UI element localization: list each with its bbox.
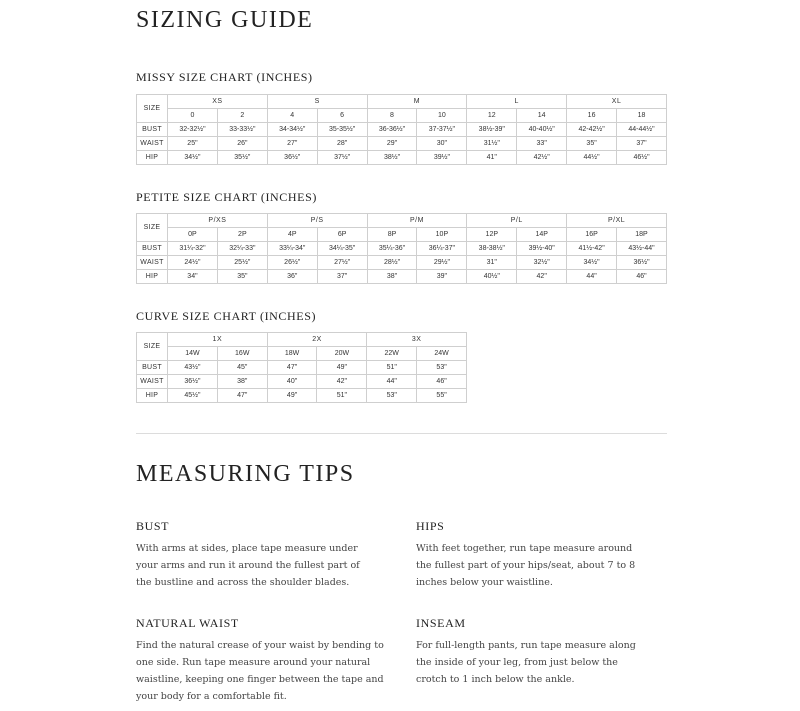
size-number: 16P — [567, 228, 617, 242]
size-number: 6 — [317, 109, 367, 123]
measurement-cell: 34-34½" — [267, 123, 317, 137]
size-group: P/XS — [168, 214, 268, 228]
measurement-cell: 42-42½" — [567, 123, 617, 137]
table-row — [137, 123, 667, 137]
size-group: XL — [567, 95, 667, 109]
size-group: L — [467, 95, 567, 109]
measurement-cell: 46" — [417, 375, 467, 389]
size-group: P/M — [367, 214, 467, 228]
measurement-cell: 25½" — [217, 256, 267, 270]
table-row — [137, 242, 667, 256]
measurement-cell: 39½-40" — [517, 242, 567, 256]
table-row — [137, 256, 667, 270]
measurement-cell: 34" — [168, 270, 218, 284]
measurement-label: BUST — [137, 242, 168, 256]
measurement-cell: 35" — [567, 137, 617, 151]
measurement-cell: 42" — [317, 375, 367, 389]
measurement-cell: 36-36½" — [367, 123, 417, 137]
measurement-label: BUST — [137, 123, 168, 137]
measurement-cell: 37-37½" — [417, 123, 467, 137]
size-number: 18 — [617, 109, 667, 123]
measurement-label: HIP — [137, 270, 168, 284]
size-group: XS — [168, 95, 268, 109]
measurement-cell: 45½" — [168, 389, 218, 403]
measurement-cell: 27½" — [317, 256, 367, 270]
measurement-cell: 34¼-35" — [317, 242, 367, 256]
size-number: 22W — [367, 347, 417, 361]
size-group: 1X — [168, 333, 268, 347]
measurement-cell: 47" — [267, 361, 317, 375]
measurement-cell: 53" — [417, 361, 467, 375]
measurement-cell: 27" — [267, 137, 317, 151]
table-row — [137, 389, 467, 403]
size-group: S — [267, 95, 367, 109]
measurement-cell: 29½" — [417, 256, 467, 270]
petite-chart-heading: PETITE SIZE CHART (INCHES) — [136, 190, 317, 204]
measurement-label: BUST — [137, 361, 168, 375]
measurement-cell: 31¼-32" — [168, 242, 218, 256]
size-number: 14 — [517, 109, 567, 123]
measurement-cell: 36¼-37" — [417, 242, 467, 256]
measurement-cell: 46½" — [617, 151, 667, 165]
measurement-label: WAIST — [137, 256, 168, 270]
measurement-cell: 37" — [617, 137, 667, 151]
size-number: 12 — [467, 109, 517, 123]
size-number: 0P — [168, 228, 218, 242]
measurement-cell: 33¼-34" — [267, 242, 317, 256]
measurement-cell: 40-40½" — [517, 123, 567, 137]
measurement-cell: 49" — [267, 389, 317, 403]
size-group: P/S — [267, 214, 367, 228]
curve-size-table — [136, 332, 467, 403]
measurement-cell: 38" — [367, 270, 417, 284]
waist-tip-title: NATURAL WAIST — [136, 616, 239, 630]
table-row — [137, 214, 667, 228]
measurement-cell: 34½" — [567, 256, 617, 270]
curve-chart-heading: CURVE SIZE CHART (INCHES) — [136, 309, 317, 323]
size-group: 3X — [367, 333, 467, 347]
size-group: P/XL — [567, 214, 667, 228]
measurement-cell: 36" — [267, 270, 317, 284]
inseam-tip-title: INSEAM — [416, 616, 466, 630]
measurement-cell: 25" — [168, 137, 218, 151]
table-row — [137, 95, 667, 109]
measurement-cell: 31" — [467, 256, 517, 270]
size-number: 10 — [417, 109, 467, 123]
measurement-cell: 44" — [567, 270, 617, 284]
table-row — [137, 151, 667, 165]
table-row — [137, 228, 667, 242]
size-group: 2X — [267, 333, 367, 347]
measurement-cell: 43½-44" — [617, 242, 667, 256]
measurement-cell: 44" — [367, 375, 417, 389]
measurement-cell: 37" — [317, 270, 367, 284]
table-row — [137, 137, 667, 151]
measurement-cell: 32¼-33" — [217, 242, 267, 256]
measurement-cell: 28" — [317, 137, 367, 151]
table-row — [137, 347, 467, 361]
size-number: 6P — [317, 228, 367, 242]
measurement-cell: 35-35½" — [317, 123, 367, 137]
size-number: 18W — [267, 347, 317, 361]
missy-chart-heading: MISSY SIZE CHART (INCHES) — [136, 70, 313, 84]
measurement-cell: 41" — [467, 151, 517, 165]
measurement-cell: 32½" — [517, 256, 567, 270]
measurement-cell: 45" — [217, 361, 267, 375]
measurement-cell: 28½" — [367, 256, 417, 270]
measurement-label: HIP — [137, 151, 168, 165]
measurement-cell: 44½" — [567, 151, 617, 165]
measurement-cell: 49" — [317, 361, 367, 375]
measurement-cell: 34½" — [168, 151, 218, 165]
measurement-cell: 39½" — [417, 151, 467, 165]
measurement-cell: 42½" — [517, 151, 567, 165]
size-number: 4 — [267, 109, 317, 123]
measurement-cell: 33" — [517, 137, 567, 151]
measurement-cell: 32-32½" — [168, 123, 218, 137]
table-row — [137, 361, 467, 375]
measurement-cell: 43½" — [168, 361, 218, 375]
bust-tip-text: With arms at sides, place tape measure under your arms and run it around the fullest part of the bustline and across the shoulder blades. — [136, 543, 360, 588]
measurement-cell: 38-38½" — [467, 242, 517, 256]
size-number: 12P — [467, 228, 517, 242]
size-number: 8 — [367, 109, 417, 123]
hips-tip-title: HIPS — [416, 519, 445, 533]
measurement-cell: 51" — [317, 389, 367, 403]
measurement-cell: 26½" — [267, 256, 317, 270]
size-number: 8P — [367, 228, 417, 242]
size-number: 10P — [417, 228, 467, 242]
measurement-cell: 29" — [367, 137, 417, 151]
measurement-cell: 38½" — [367, 151, 417, 165]
measurement-cell: 36½" — [617, 256, 667, 270]
measurement-cell: 30" — [417, 137, 467, 151]
measurement-cell: 35½" — [217, 151, 267, 165]
measurement-cell: 47" — [217, 389, 267, 403]
bust-tip-title: BUST — [136, 519, 170, 533]
size-number: 0 — [168, 109, 218, 123]
size-number: 4P — [267, 228, 317, 242]
size-number: 20W — [317, 347, 367, 361]
table-row — [137, 375, 467, 389]
size-number: 18P — [617, 228, 667, 242]
size-number: 2P — [217, 228, 267, 242]
hips-tip-text: With feet together, run tape measure around the fullest part of your hips/seat, about 7 to 8 inches below your waistline. — [416, 543, 636, 588]
size-number: 14P — [517, 228, 567, 242]
measurement-cell: 55" — [417, 389, 467, 403]
measurement-label: WAIST — [137, 375, 168, 389]
measurement-label: HIP — [137, 389, 168, 403]
table-row — [137, 333, 467, 347]
petite-size-table — [136, 213, 667, 284]
measurement-cell: 46" — [617, 270, 667, 284]
size-header: SIZE — [137, 95, 168, 123]
size-header: SIZE — [137, 214, 168, 242]
measurement-cell: 41½-42" — [567, 242, 617, 256]
measurement-label: WAIST — [137, 137, 168, 151]
measurement-cell: 39" — [417, 270, 467, 284]
measurement-cell: 51" — [367, 361, 417, 375]
section-divider — [136, 433, 667, 434]
measuring-tips-title: MEASURING TIPS — [136, 461, 355, 487]
size-number: 16W — [217, 347, 267, 361]
size-group: P/L — [467, 214, 567, 228]
size-number: 16 — [567, 109, 617, 123]
measurement-cell: 33-33½" — [217, 123, 267, 137]
measurement-cell: 40" — [267, 375, 317, 389]
size-number: 14W — [168, 347, 218, 361]
measurement-cell: 53" — [367, 389, 417, 403]
measurement-cell: 38" — [217, 375, 267, 389]
size-header: SIZE — [137, 333, 168, 361]
waist-tip-text: Find the natural crease of your waist by bending to one side. Run tape measure around your natural waistline, keeping one finger between the tape and your body for a comfortable fit. — [136, 640, 384, 702]
measurement-cell: 38½-39" — [467, 123, 517, 137]
measurement-cell: 35¼-36" — [367, 242, 417, 256]
size-number: 24W — [417, 347, 467, 361]
size-group: M — [367, 95, 467, 109]
measurement-cell: 35" — [217, 270, 267, 284]
measurement-cell: 31½" — [467, 137, 517, 151]
table-row — [137, 270, 667, 284]
page-title: SIZING GUIDE — [136, 7, 314, 33]
measurement-cell: 37½" — [317, 151, 367, 165]
measurement-cell: 40½" — [467, 270, 517, 284]
measurement-cell: 24½" — [168, 256, 218, 270]
size-number: 2 — [217, 109, 267, 123]
measurement-cell: 36½" — [267, 151, 317, 165]
measurement-cell: 26" — [217, 137, 267, 151]
missy-size-table — [136, 94, 667, 165]
measurement-cell: 42" — [517, 270, 567, 284]
measurement-cell: 44-44½" — [617, 123, 667, 137]
inseam-tip-text: For full-length pants, run tape measure along the inside of your leg, from just below the crotch to 1 inch below the ankle. — [416, 640, 636, 685]
table-row — [137, 109, 667, 123]
measurement-cell: 36½" — [168, 375, 218, 389]
